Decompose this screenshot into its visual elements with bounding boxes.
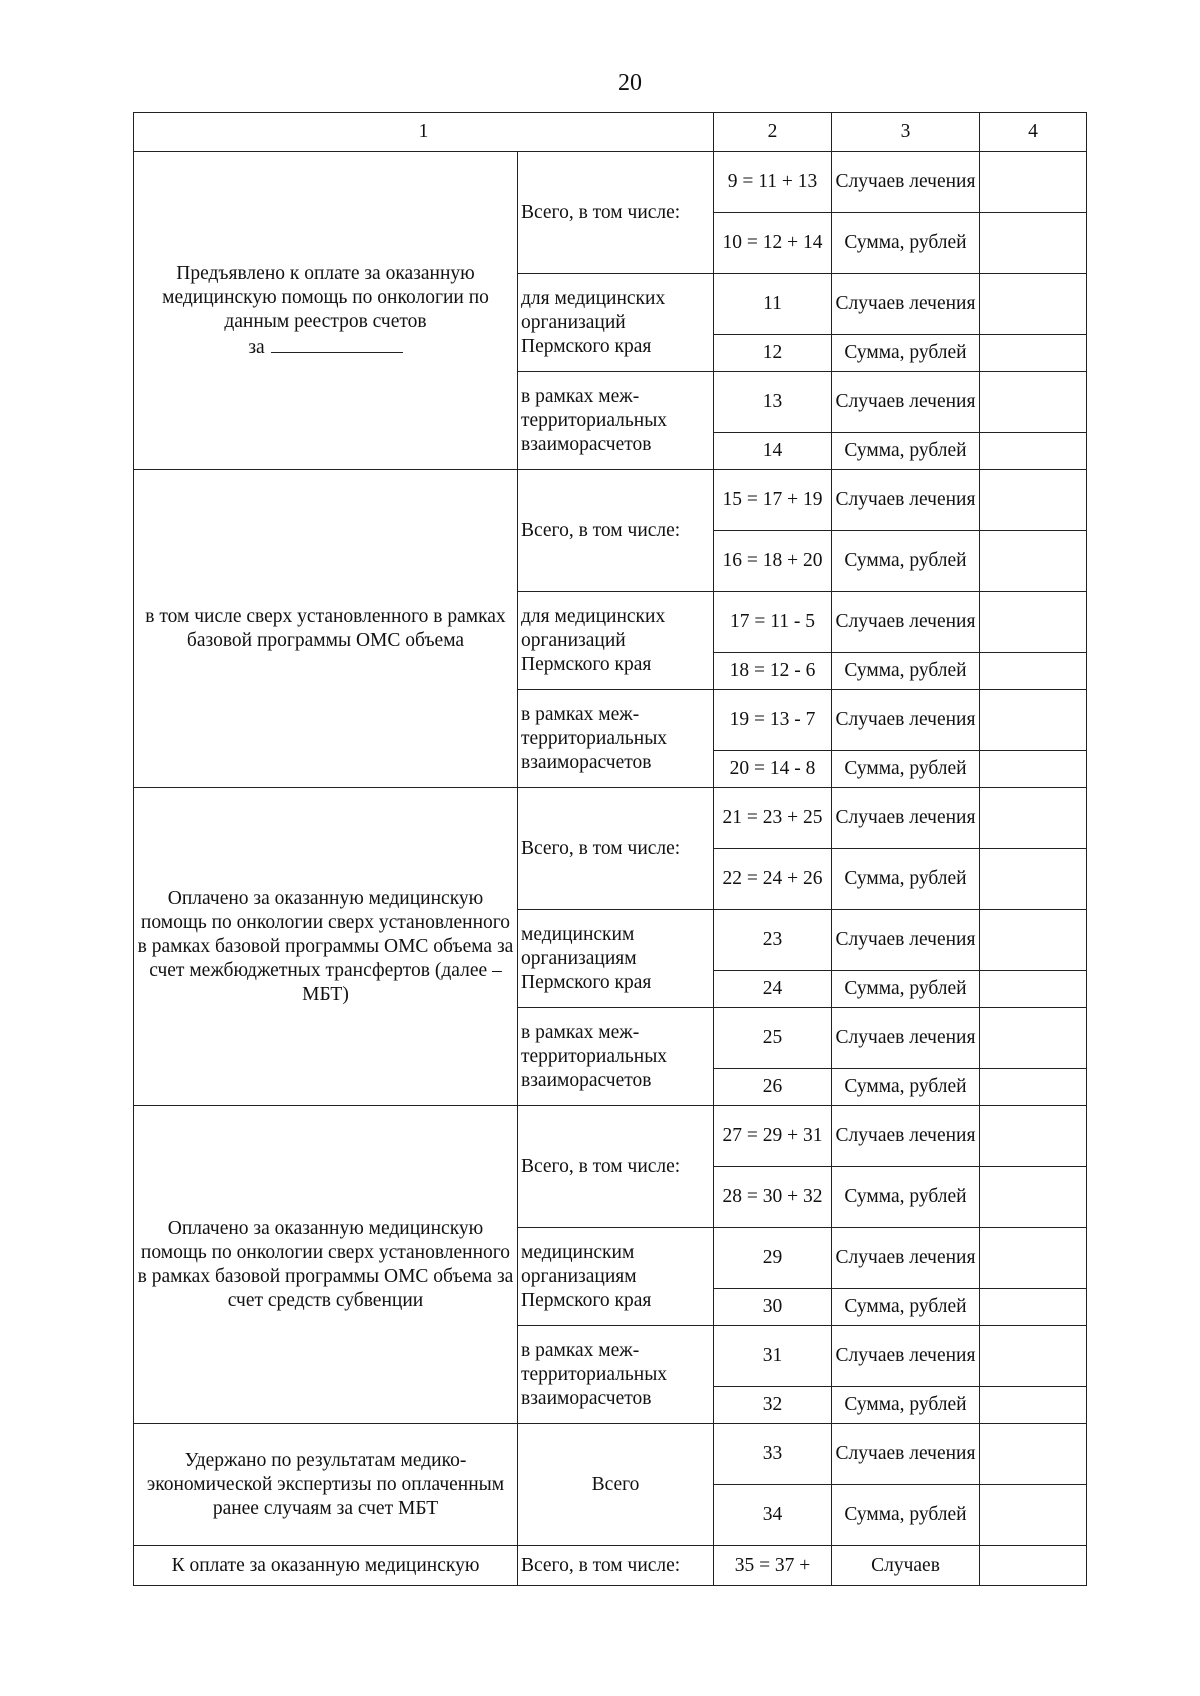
header-row (134, 113, 1087, 152)
unit-label: Случаев лечения (832, 152, 980, 213)
value-cell[interactable] (980, 971, 1087, 1008)
row-code: 33 (714, 1424, 832, 1485)
unit-label: Случаев лечения (832, 1008, 980, 1069)
row-code: 23 (714, 910, 832, 971)
section-label: Оплачено за оказанную медицинскую помощь по онкологии сверх установленного в рамках базовой программы ОМС объема за счет межбюджетных трансфертов (далее – МБТ) (134, 788, 518, 1106)
unit-label: Случаев лечения (832, 592, 980, 653)
row-code: 11 (714, 274, 832, 335)
value-cell[interactable] (980, 433, 1087, 470)
blank-date-line (271, 334, 403, 353)
row-code: 9 = 11 + 13 (714, 152, 832, 213)
row-code: 24 (714, 971, 832, 1008)
sub-label: Всего, в том числе: (518, 1546, 714, 1586)
unit-label: Сумма, рублей (832, 433, 980, 470)
row-code: 16 = 18 + 20 (714, 531, 832, 592)
value-cell[interactable] (980, 1289, 1087, 1326)
table-row (134, 152, 1087, 213)
sub-label: Всего, в том числе: (518, 470, 714, 592)
row-code: 31 (714, 1326, 832, 1387)
row-code: 34 (714, 1485, 832, 1546)
value-cell[interactable] (980, 335, 1087, 372)
value-cell[interactable] (980, 1228, 1087, 1289)
sub-label: для медицинских организаций Пермского края (518, 274, 714, 372)
header-col-3: 3 (832, 113, 980, 152)
row-code: 18 = 12 - 6 (714, 653, 832, 690)
row-code: 20 = 14 - 8 (714, 751, 832, 788)
row-code: 13 (714, 372, 832, 433)
unit-label: Сумма, рублей (832, 531, 980, 592)
value-cell[interactable] (980, 1008, 1087, 1069)
sub-label: для медицинских организаций Пермского края (518, 592, 714, 690)
unit-label: Случаев лечения (832, 1228, 980, 1289)
row-code: 19 = 13 - 7 (714, 690, 832, 751)
header-col-1: 1 (134, 113, 714, 152)
row-code: 29 (714, 1228, 832, 1289)
section-label (134, 152, 518, 470)
value-cell[interactable] (980, 531, 1087, 592)
unit-label: Случаев лечения (832, 1106, 980, 1167)
sub-label: Всего (518, 1424, 714, 1546)
row-code: 26 (714, 1069, 832, 1106)
value-cell[interactable] (980, 1326, 1087, 1387)
unit-label: Случаев лечения (832, 690, 980, 751)
value-cell[interactable] (980, 788, 1087, 849)
row-code: 14 (714, 433, 832, 470)
value-cell[interactable] (980, 690, 1087, 751)
row-code: 35 = 37 + (714, 1546, 832, 1586)
row-code: 30 (714, 1289, 832, 1326)
row-code: 28 = 30 + 32 (714, 1167, 832, 1228)
row-code: 27 = 29 + 31 (714, 1106, 832, 1167)
value-cell[interactable] (980, 213, 1087, 274)
unit-label: Сумма, рублей (832, 1387, 980, 1424)
sub-label: Всего, в том числе: (518, 152, 714, 274)
table-row (134, 1546, 1087, 1586)
row-code: 10 = 12 + 14 (714, 213, 832, 274)
unit-label: Случаев (832, 1546, 980, 1586)
sub-label: Всего, в том числе: (518, 788, 714, 910)
header-col-4: 4 (980, 113, 1087, 152)
unit-label: Случаев лечения (832, 1326, 980, 1387)
row-code: 21 = 23 + 25 (714, 788, 832, 849)
unit-label: Сумма, рублей (832, 1069, 980, 1106)
sub-label: Всего, в том числе: (518, 1106, 714, 1228)
unit-label: Сумма, рублей (832, 1485, 980, 1546)
value-cell[interactable] (980, 849, 1087, 910)
value-cell[interactable] (980, 470, 1087, 531)
section-label: Оплачено за оказанную медицинскую помощь по онкологии сверх установленного в рамках базовой программы ОМС объема за счет средств субвенции (134, 1106, 518, 1424)
header-col-2: 2 (714, 113, 832, 152)
value-cell[interactable] (980, 372, 1087, 433)
value-cell[interactable] (980, 1424, 1087, 1485)
table-row (134, 470, 1087, 531)
sub-label: в рамках меж-территориальных взаиморасчетов (518, 1008, 714, 1106)
unit-label: Случаев лечения (832, 470, 980, 531)
section-label: К оплате за оказанную медицинскую (134, 1546, 518, 1586)
value-cell[interactable] (980, 1106, 1087, 1167)
unit-label: Сумма, рублей (832, 1289, 980, 1326)
report-table (133, 112, 1087, 1586)
unit-label: Случаев лечения (832, 274, 980, 335)
value-cell[interactable] (980, 1069, 1087, 1106)
section-label: Удержано по результатам медико-экономической экспертизы по оплаченным ранее случаям за счет МБТ (134, 1424, 518, 1546)
table-row (134, 1106, 1087, 1167)
row-code: 25 (714, 1008, 832, 1069)
page-number: 20 (618, 70, 642, 96)
row-code: 15 = 17 + 19 (714, 470, 832, 531)
unit-label: Сумма, рублей (832, 751, 980, 788)
table-row (134, 1424, 1087, 1485)
section-label-text: Предъявлено к оплате за оказанную медицинскую помощь по онкологии по данным реестров счетов (162, 262, 489, 332)
unit-label: Сумма, рублей (832, 335, 980, 372)
value-cell[interactable] (980, 1546, 1087, 1586)
value-cell[interactable] (980, 152, 1087, 213)
value-cell[interactable] (980, 1387, 1087, 1424)
unit-label: Сумма, рублей (832, 1167, 980, 1228)
unit-label: Сумма, рублей (832, 213, 980, 274)
unit-label: Сумма, рублей (832, 653, 980, 690)
unit-label: Случаев лечения (832, 1424, 980, 1485)
value-cell[interactable] (980, 592, 1087, 653)
section-label: в том числе сверх установленного в рамках базовой программы ОМС объема (134, 470, 518, 788)
unit-label: Случаев лечения (832, 910, 980, 971)
row-code: 32 (714, 1387, 832, 1424)
table-row (134, 788, 1087, 849)
sub-label: в рамках меж-территориальных взаиморасчетов (518, 690, 714, 788)
section-label-suffix: за (248, 336, 265, 358)
sub-label: медицинским организациям Пермского края (518, 910, 714, 1008)
value-cell[interactable] (980, 751, 1087, 788)
value-cell[interactable] (980, 910, 1087, 971)
sub-label: в рамках меж-территориальных взаиморасчетов (518, 372, 714, 470)
unit-label: Сумма, рублей (832, 849, 980, 910)
value-cell[interactable] (980, 274, 1087, 335)
value-cell[interactable] (980, 653, 1087, 690)
unit-label: Сумма, рублей (832, 971, 980, 1008)
unit-label: Случаев лечения (832, 372, 980, 433)
row-code: 12 (714, 335, 832, 372)
sub-label: медицинским организациям Пермского края (518, 1228, 714, 1326)
sub-label: в рамках меж-территориальных взаиморасчетов (518, 1326, 714, 1424)
value-cell[interactable] (980, 1485, 1087, 1546)
row-code: 22 = 24 + 26 (714, 849, 832, 910)
value-cell[interactable] (980, 1167, 1087, 1228)
unit-label: Случаев лечения (832, 788, 980, 849)
row-code: 17 = 11 - 5 (714, 592, 832, 653)
